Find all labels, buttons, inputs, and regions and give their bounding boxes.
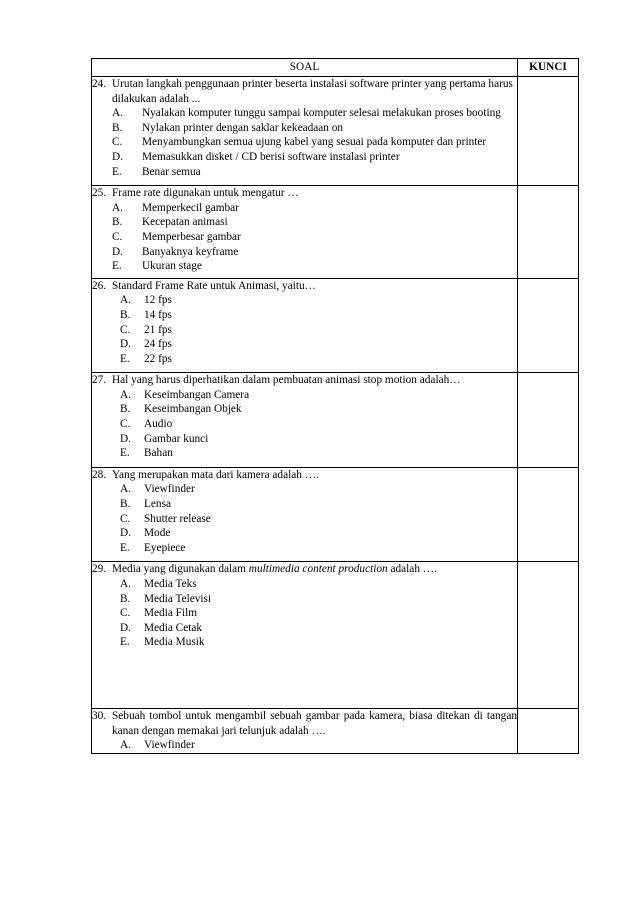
option: E. 22 fps <box>120 352 172 365</box>
option: B. Nylakan printer dengan saklar kekeadaan on <box>112 121 344 134</box>
question-number: 30. <box>92 709 107 722</box>
option: D. Gambar kunci <box>120 432 209 445</box>
question-row-24 <box>92 77 579 186</box>
question-text: Frame rate digunakan untuk mengatur … <box>112 187 299 200</box>
question-number: 29. <box>92 563 107 576</box>
option: E. Benar semua <box>112 165 201 178</box>
question-row-29 <box>92 562 579 709</box>
question-row-28 <box>92 467 579 562</box>
option: B. Kecepatan animasi <box>112 216 228 229</box>
question-text: Yang merupakan mata dari kamera adalah …. <box>112 468 319 481</box>
question-text: Hal yang harus diperhatikan dalam pembuatan animasi stop motion adalah… <box>112 374 461 387</box>
option: D. Memasukkan disket / CD berisi software instalasi printer <box>112 150 400 163</box>
answer-key-cell <box>518 278 579 373</box>
question-number: 28. <box>92 468 107 481</box>
option: A. Keseimbangan Camera <box>120 388 250 401</box>
option: C. Menyambungkan semua ujung kabel yang sesuai pada komputer dan printer <box>112 136 487 149</box>
question-table <box>91 58 579 754</box>
option: B. Media Televisi <box>120 592 212 605</box>
question-number: 27. <box>92 374 107 387</box>
option: A. Viewfinder <box>120 739 195 752</box>
option: B. Lensa <box>120 498 171 511</box>
question-text: Urutan langkah penggunaan printer beserta instalasi software printer yang pertama harus dilakukan adalah ... <box>112 78 513 105</box>
question-cell <box>92 186 518 279</box>
option: E. Ukuran stage <box>112 260 202 273</box>
option: D. Banyaknya keyframe <box>112 245 239 258</box>
question-cell <box>92 278 518 373</box>
option: C. Shutter release <box>120 512 211 525</box>
answer-key-cell <box>518 467 579 562</box>
question-text: Sebuah tombol untuk mengambil sebuah gambar pada kamera, biasa ditekan di tangan kanan dengan memakai jari telunjuk adalah …. <box>112 709 517 737</box>
question-cell <box>92 467 518 562</box>
option: C. Audio <box>120 418 173 431</box>
option: C. 21 fps <box>120 323 172 336</box>
option: D. 24 fps <box>120 338 172 351</box>
question-cell <box>92 373 518 468</box>
option: A. 12 fps <box>120 294 172 307</box>
question-text: Standard Frame Rate untuk Animasi, yaitu… <box>112 279 316 292</box>
option: A. Viewfinder <box>120 483 195 496</box>
soal-header: SOAL <box>92 59 518 77</box>
question-cell <box>92 562 518 709</box>
answer-key-cell <box>518 562 579 709</box>
question-cell <box>92 708 518 753</box>
option: E. Media Musik <box>120 636 205 649</box>
question-row-27 <box>92 373 579 468</box>
option: A. Memperkecil gambar <box>112 201 239 214</box>
option: B. Keseimbangan Objek <box>120 403 242 416</box>
option: C. Media Film <box>120 607 198 620</box>
option: A. Nyalakan komputer tunggu sampai komputer selesai melakukan proses booting <box>112 107 501 120</box>
option: A. Media Teks <box>120 578 197 590</box>
option: B. 14 fps <box>120 308 172 321</box>
option: D. Mode <box>120 527 171 540</box>
answer-key-cell <box>518 708 579 753</box>
option: E. Eyepiece <box>120 541 186 554</box>
question-row-25 <box>92 186 579 279</box>
question-text: Media yang digunakan dalam multimedia content production adalah …. <box>112 563 437 576</box>
answer-key-cell <box>518 373 579 468</box>
header-row <box>92 59 579 77</box>
answer-key-cell <box>518 186 579 279</box>
question-cell <box>92 77 518 186</box>
question-row-26 <box>92 278 579 373</box>
question-row-30 <box>92 708 579 753</box>
option: D. Media Cetak <box>120 621 203 634</box>
option: C. Memperbesar gambar <box>112 230 241 243</box>
question-number: 25. <box>92 187 107 200</box>
question-number: 26. <box>92 279 107 292</box>
option: E. Bahan <box>120 447 173 460</box>
question-number: 24. <box>92 78 107 90</box>
answer-key-cell <box>518 77 579 186</box>
kunci-header: KUNCI <box>518 59 579 77</box>
